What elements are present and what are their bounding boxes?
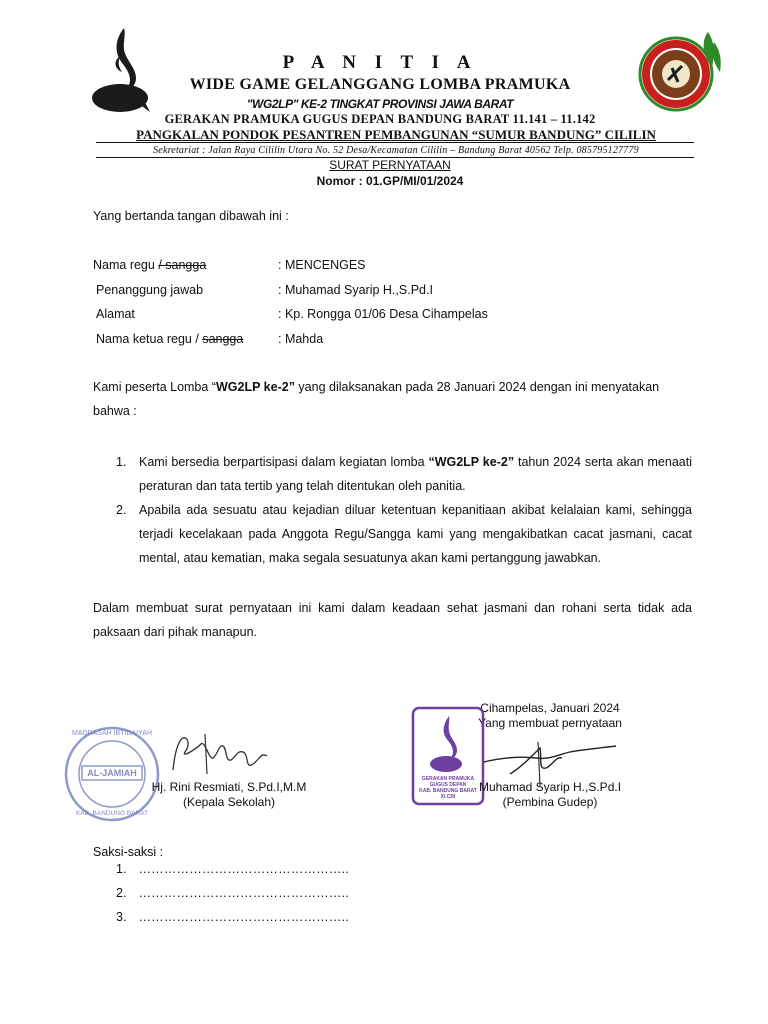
letterhead-address: Sekretariat : Jalan Raya Cililin Utara No. 52 Desa/Kecamatan Cililin – Bandung Barat 40562 Telp. 085795127779 (153, 145, 639, 156)
stamp-text-line-3: KAB. BANDUNG BARAT (419, 788, 477, 794)
document-title: SURAT PERNYATAAN (329, 158, 451, 172)
field-value-ketua: : Mahda (278, 332, 324, 346)
stamp-bottom-text: KAB. BANDUNG BARAT (75, 810, 149, 817)
emblem-icon (638, 28, 722, 112)
statement-paragraph: Kami peserta Lomba “WG2LP ke-2” yang dilaksanakan pada 28 Januari 2024 dengan ini menyatakan bahwa : (93, 380, 660, 418)
letterhead-rule-top (96, 142, 694, 143)
right-signer-name: Muhamad Syarip H.,S.Pd.I (478, 780, 622, 794)
closing-paragraph: Dalam membuat surat pernyataan ini kami dalam keadaan sehat jasmani dan rohani serta tidak ada paksaan dari pihak manapun. (93, 601, 692, 639)
point-number: 1. (116, 455, 127, 469)
point-number: 2. (116, 503, 127, 517)
witness-item-1: 1. ………………………………………….. (116, 862, 349, 876)
field-value-regu: : MENCENGES (278, 258, 366, 272)
signature-scribble-icon (165, 730, 275, 785)
field-label-ketua: Nama ketua regu / sangga (96, 332, 244, 346)
maker-label: Yang membuat pernyataan (478, 716, 622, 730)
letterhead-pangkalan: PANGKALAN PONDOK PESANTREN PEMBANGUNAN “SUMUR BANDUNG” CILILIN (136, 127, 656, 142)
stamp-text-line-4: XI.CRI (440, 794, 456, 800)
document-number: Nomor : 01.GP/MI/01/2024 (316, 174, 464, 188)
field-label-penanggung: Penanggung jawab (96, 283, 204, 297)
letterhead-gerakan: GERAKAN PRAMUKA GUGUS DEPAN BANDUNG BARAT 11.141 – 11.142 (164, 112, 596, 126)
field-label-regu: Nama regu / sangga (93, 258, 207, 272)
place-date: Cihampelas, Januari 2024 (480, 701, 620, 715)
stamp-center-text: AL-JAMIAH (87, 768, 137, 778)
gelanggang-lomba-emblem (638, 28, 722, 112)
letterhead-title: P A N I T I A (282, 52, 478, 73)
point-item-1: 1. Kami bersedia berpartisipasi dalam kegiatan lomba “WG2LP ke-2” tahun 2024 serta akan menaati peraturan dan tata tertib yang telah ditentukan oleh panitia. (116, 450, 692, 498)
witness-label: Saksi-saksi : (93, 845, 164, 859)
left-signature (165, 730, 275, 785)
left-signer-role: (Kepala Sekolah) (182, 795, 276, 809)
stamp-text-line-2: GUGUS DEPAN (429, 782, 467, 788)
witness-item-3: 3. ………………………………………….. (116, 910, 349, 924)
field-value-alamat: : Kp. Rongga 01/06 Desa Cihampelas (278, 307, 488, 321)
field-label-alamat: Alamat (96, 307, 135, 321)
intro-text: Yang bertanda tangan dibawah ini : (93, 209, 289, 223)
letterhead-level: "WG2LP" KE-2 TINGKAT PROVINSI JAWA BARAT (246, 97, 514, 111)
witness-item-2: 2. ………………………………………….. (116, 886, 349, 900)
field-value-penanggung: : Muhamad Syarip H.,S.Pd.I (278, 283, 433, 297)
point-item-2: 2. Apabila ada sesuatu atau kejadian diluar ketentuan kepanitiaan akibat kelalaian kami, sehingga terjadi kecelakaan pada Anggota Regu/Sangga kami yang mengakibatkan cacat jasmani, cacat mental, atau kematian, maka segala sesuatunya akan kami pertanggung jawabkan. (116, 498, 692, 570)
letterhead-event: WIDE GAME GELANGGANG LOMBA PRAMUKA (189, 76, 571, 93)
left-signer-name: Hj. Rini Resmiati, S.Pd.I,M.M (151, 780, 307, 794)
stamp-top-text: MADRASAH IBTIDAIYAH (72, 730, 152, 737)
right-signer-role: (Pembina Gudep) (502, 795, 598, 809)
stamp-text-line-1: GERAKAN PRAMUKA (421, 776, 475, 782)
